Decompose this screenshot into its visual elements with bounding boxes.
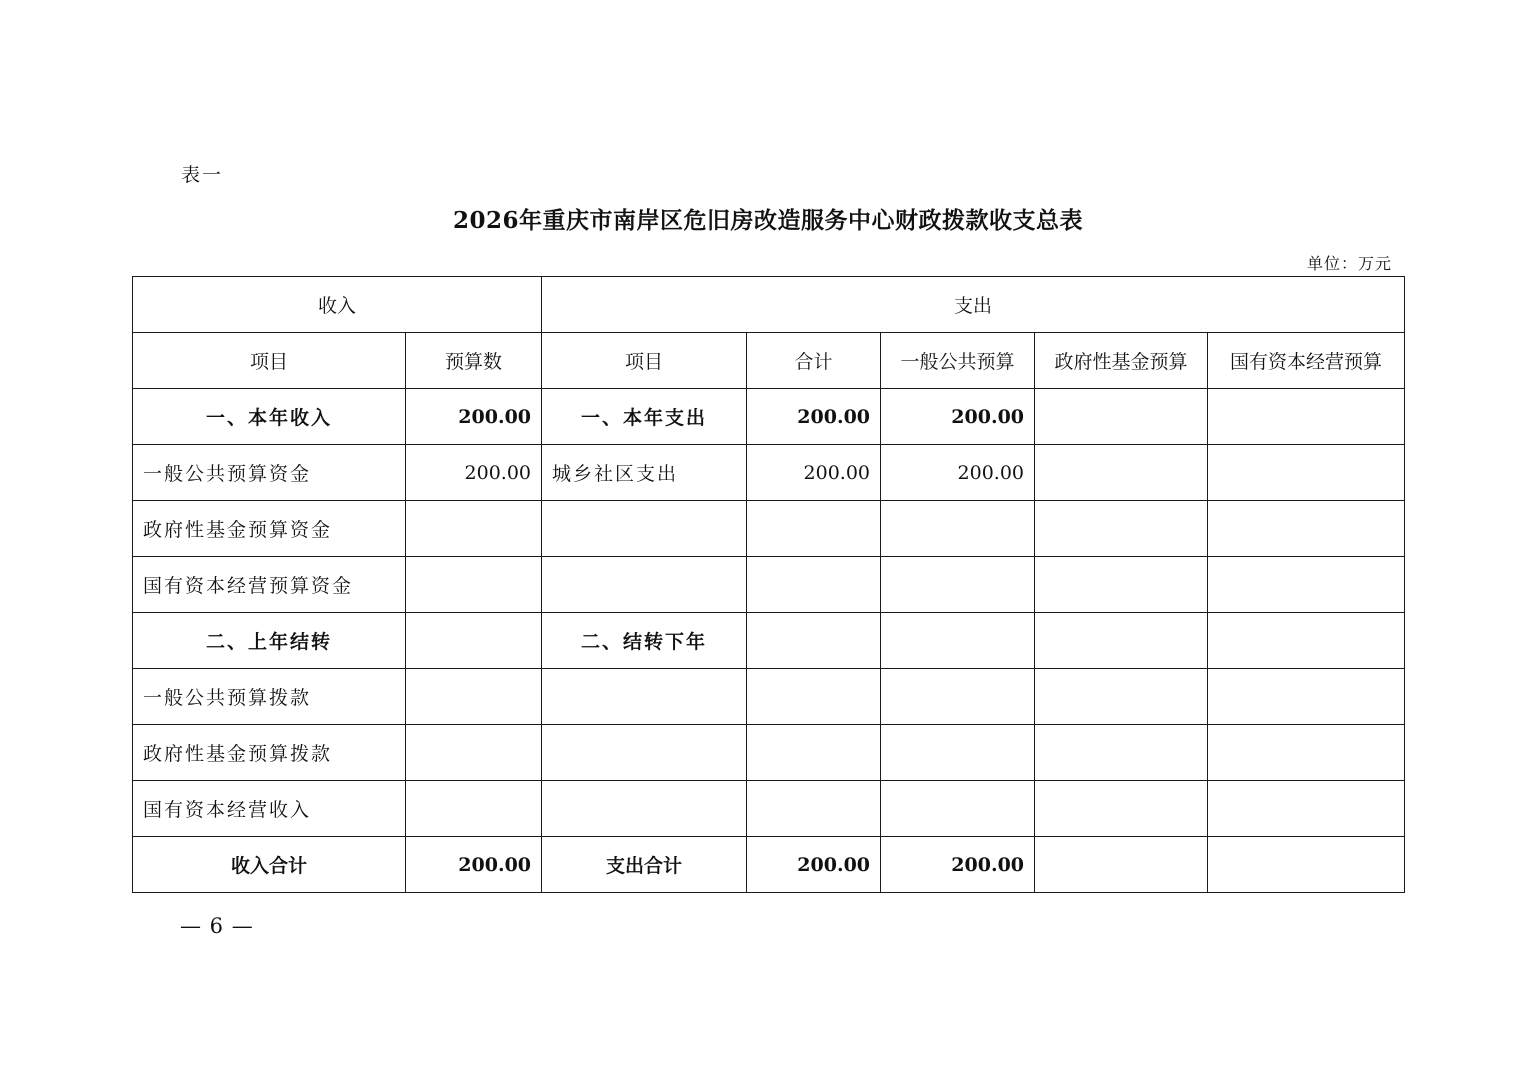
income-item-cell: 国有资本经营收入 — [133, 781, 406, 837]
table-label: 表一 — [181, 164, 224, 186]
header-expense-item: 项目 — [542, 333, 747, 389]
expense-gov-fund-cell — [1035, 669, 1208, 725]
expense-general-cell — [881, 501, 1035, 557]
expense-gov-fund-cell — [1035, 501, 1208, 557]
header-income-budget: 预算数 — [406, 333, 542, 389]
header-gov-fund-budget: 政府性基金预算 — [1035, 333, 1208, 389]
expense-gov-fund-cell — [1035, 613, 1208, 669]
income-total-value: 200.00 — [406, 837, 542, 893]
expense-state-capital-cell — [1208, 781, 1405, 837]
table-row — [133, 781, 1405, 837]
expense-item-cell: 城乡社区支出 — [542, 445, 747, 501]
expense-state-capital-cell — [1208, 669, 1405, 725]
expense-total-cell: 200.00 — [747, 445, 881, 501]
expense-total-label: 支出合计 — [542, 837, 747, 893]
header-income: 收入 — [133, 277, 542, 333]
expense-state-capital-cell — [1208, 445, 1405, 501]
income-item-cell: 一般公共预算拨款 — [133, 669, 406, 725]
income-item-cell: 一、本年收入 — [133, 389, 406, 445]
expense-general-cell — [881, 669, 1035, 725]
totals-row — [133, 837, 1405, 893]
income-budget-cell — [406, 557, 542, 613]
expense-total-value: 200.00 — [747, 837, 881, 893]
expense-total-cell — [747, 613, 881, 669]
income-budget-cell — [406, 781, 542, 837]
expense-gov-fund-cell — [1035, 557, 1208, 613]
expense-general-cell: 200.00 — [881, 389, 1035, 445]
expense-general-cell — [881, 781, 1035, 837]
expense-total-cell — [747, 501, 881, 557]
expense-gov-fund-cell — [1035, 389, 1208, 445]
income-total-label: 收入合计 — [133, 837, 406, 893]
expense-state-capital-total-value — [1208, 837, 1405, 893]
header-income-item: 项目 — [133, 333, 406, 389]
expense-gov-fund-total-value — [1035, 837, 1208, 893]
table-row — [133, 725, 1405, 781]
header-total: 合计 — [747, 333, 881, 389]
expense-total-cell — [747, 725, 881, 781]
expense-general-total-value: 200.00 — [881, 837, 1035, 893]
expense-item-cell — [542, 669, 747, 725]
expense-item-cell — [542, 557, 747, 613]
header-state-capital-budget: 国有资本经营预算 — [1208, 333, 1405, 389]
table-row — [133, 389, 1405, 445]
expense-total-cell — [747, 669, 881, 725]
income-budget-cell — [406, 501, 542, 557]
expense-item-cell — [542, 781, 747, 837]
expense-state-capital-cell — [1208, 613, 1405, 669]
income-item-cell: 二、上年结转 — [133, 613, 406, 669]
header-row-columns — [133, 333, 1405, 389]
table-row — [133, 501, 1405, 557]
expense-general-cell — [881, 557, 1035, 613]
expense-state-capital-cell — [1208, 501, 1405, 557]
budget-summary-table — [132, 276, 1405, 893]
expense-general-cell: 200.00 — [881, 445, 1035, 501]
table-row — [133, 445, 1405, 501]
expense-item-cell: 二、结转下年 — [542, 613, 747, 669]
table-row — [133, 557, 1405, 613]
expense-total-cell: 200.00 — [747, 389, 881, 445]
income-item-cell: 政府性基金预算拨款 — [133, 725, 406, 781]
expense-gov-fund-cell — [1035, 781, 1208, 837]
expense-total-cell — [747, 781, 881, 837]
income-item-cell: 国有资本经营预算资金 — [133, 557, 406, 613]
header-row-groups — [133, 277, 1405, 333]
unit-label: 单位：万元 — [1306, 254, 1392, 273]
expense-total-cell — [747, 557, 881, 613]
table-row — [133, 669, 1405, 725]
page-number: — 6 — — [180, 914, 254, 938]
expense-state-capital-cell — [1208, 725, 1405, 781]
table-row — [133, 613, 1405, 669]
expense-general-cell — [881, 613, 1035, 669]
income-budget-cell: 200.00 — [406, 445, 542, 501]
header-expense: 支出 — [542, 277, 1405, 333]
income-budget-cell — [406, 669, 542, 725]
income-budget-cell — [406, 613, 542, 669]
expense-state-capital-cell — [1208, 557, 1405, 613]
expense-item-cell — [542, 501, 747, 557]
expense-item-cell: 一、本年支出 — [542, 389, 747, 445]
expense-item-cell — [542, 725, 747, 781]
header-general-budget: 一般公共预算 — [881, 333, 1035, 389]
income-item-cell: 一般公共预算资金 — [133, 445, 406, 501]
income-item-cell: 政府性基金预算资金 — [133, 501, 406, 557]
expense-state-capital-cell — [1208, 389, 1405, 445]
expense-gov-fund-cell — [1035, 725, 1208, 781]
expense-general-cell — [881, 725, 1035, 781]
income-budget-cell — [406, 725, 542, 781]
document-title: 2026年重庆市南岸区危旧房改造服务中心财政拨款收支总表 — [452, 207, 1083, 234]
expense-gov-fund-cell — [1035, 445, 1208, 501]
income-budget-cell: 200.00 — [406, 389, 542, 445]
